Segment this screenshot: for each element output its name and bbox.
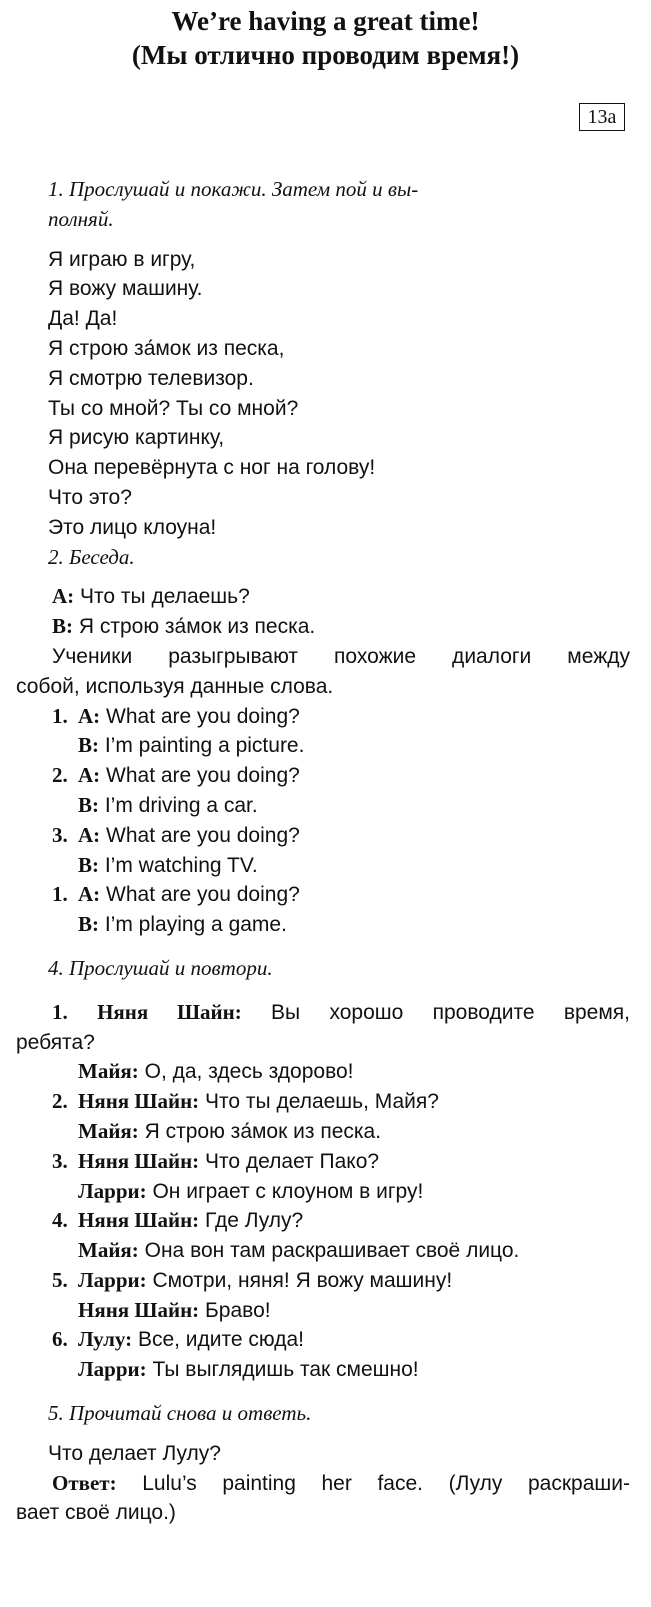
song-line: Это лицо клоуна!: [48, 515, 217, 539]
ex2-item-a: 2. A: What are you doing?: [52, 763, 300, 788]
ex2-title: 2. Беседа.: [48, 544, 135, 569]
ex4-item-line: 2. Няня Шайн: Что ты делаешь, Майя?: [52, 1089, 439, 1114]
song-line: Ты со мной? Ты со мной?: [48, 396, 299, 420]
song-line: Да! Да!: [48, 307, 118, 331]
ex4-reply-line: Няня Шайн: Браво!: [78, 1297, 271, 1322]
dialog-text: Что ты делаешь?: [80, 585, 250, 609]
ex4-item-line: 3. Няня Шайн: Что делает Пако?: [52, 1148, 380, 1173]
ex5-title: 5. Прочитай снова и ответь.: [48, 1401, 312, 1426]
ex5-answer-line2: вает своё лицо.): [16, 1501, 176, 1525]
ex4-reply-line: Ларри: Ты выглядишь так смешно!: [78, 1357, 419, 1382]
ex4-reply-line: Майя: Она вон там раскрашивает своё лицо.: [78, 1238, 520, 1263]
speaker-label: B:: [52, 614, 73, 639]
song-line: Я смотрю телевизор.: [48, 366, 254, 390]
ex4-reply-line: Ларри: Он играет с клоуном в игру!: [78, 1178, 424, 1203]
song-line: Что это?: [48, 485, 132, 509]
ex1-instruction-line1: 1. Прослушай и покажи. Затем пой и вы-: [48, 177, 419, 201]
ex2-item-a: 3. A: What are you doing?: [52, 822, 300, 847]
ex5-answer-line1: Ответ: Lulu’s painting her face. (Лулу раскраши-: [52, 1470, 630, 1495]
ex2-note-line1: Ученики разыгрывают похожие диалоги между: [52, 644, 630, 668]
ex4-item-line: 6. Лулу: Все, идите сюда!: [52, 1327, 304, 1352]
ex2-item-a: 1. A: What are you doing?: [52, 703, 300, 728]
ex2-item-b: B: I’m playing a game.: [78, 912, 287, 937]
song-line: Я играю в игру,: [48, 247, 196, 271]
ex4-item-line: 1. Няня Шайн: Вы хорошо проводите время,: [52, 999, 630, 1024]
title-english: We’re having a great time!: [171, 6, 480, 36]
ex4-item-wrap: ребята?: [16, 1030, 95, 1054]
ex4-reply-line: Майя: Я строю за́мок из песка.: [78, 1118, 382, 1143]
title-russian: (Мы отлично проводим время!): [131, 40, 520, 70]
page-title: [0, 4, 651, 72]
ex4-title: 4. Прослушай и повтори.: [48, 955, 273, 980]
ex4-item-line: 5. Ларри: Смотри, няня! Я вожу машину!: [52, 1267, 453, 1292]
ex5-question: Что делает Лулу?: [48, 1441, 221, 1465]
ex2-note-line2: собой, используя данные слова.: [16, 674, 334, 698]
dialog-line: [0, 582, 651, 612]
ex2-item-b: B: I’m watching TV.: [78, 852, 258, 877]
speaker-label: A:: [52, 584, 75, 609]
lesson-tag: 13a: [579, 103, 625, 131]
dialog-text: Я строю за́мок из песка.: [78, 615, 316, 639]
ex1-instruction-line2: полняй.: [48, 206, 114, 231]
song-line: Я рисую картинку,: [48, 426, 225, 450]
page-content: [0, 175, 651, 1528]
song-line: Она перевёрнута с ног на голову!: [48, 456, 376, 480]
ex4-reply-line: Майя: О, да, здесь здорово!: [78, 1059, 354, 1084]
ex2-item-b: B: I’m driving a car.: [78, 792, 258, 817]
song-line: Я строю за́мок из песка,: [48, 336, 285, 360]
ex2-item-a: 1. A: What are you doing?: [52, 882, 300, 907]
ex4-item-line: 4. Няня Шайн: Где Лулу?: [52, 1208, 304, 1233]
song-line: Я вожу машину.: [48, 277, 203, 301]
dialog-line: [0, 612, 651, 642]
ex2-item-b: B: I’m painting a picture.: [78, 733, 305, 758]
